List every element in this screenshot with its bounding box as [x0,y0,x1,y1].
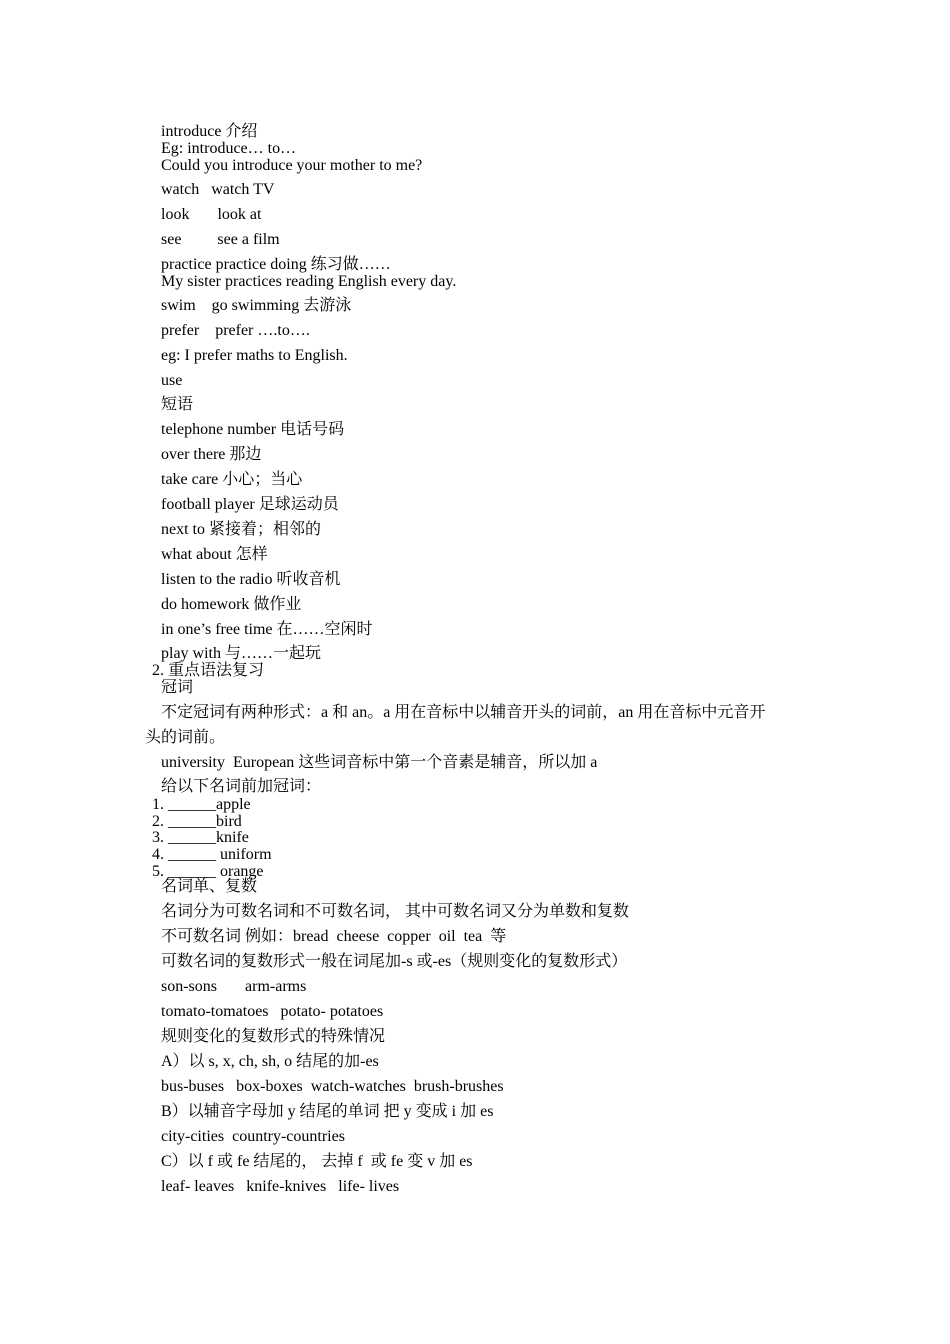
nouns-title: 名词单、复数 [161,878,258,895]
vocab-line: swim go swimming 去游泳 [161,297,352,314]
phrase-line: football player 足球运动员 [161,496,339,513]
phrase-line: do homework 做作业 [161,596,302,613]
phrases-title: 短语 [161,396,194,413]
nouns-line: 规则变化的复数形式的特殊情况 [161,1028,386,1045]
articles-paragraph-cont: 头的词前。 [145,729,226,746]
nouns-line: bus-buses box-boxes watch-watches brush-brushes [161,1078,504,1095]
nouns-line: tomato-tomatoes potato- potatoes [161,1003,384,1020]
phrase-line: over there 那边 [161,446,262,463]
vocab-line: Eg: introduce… to… [161,140,297,157]
phrase-line: what about 怎样 [161,546,268,563]
grammar-heading: 2. 重点语法复习 [152,662,265,679]
nouns-line: B）以辅音字母加 y 结尾的单词 把 y 变成 i 加 es [161,1103,494,1120]
phrase-line: in one’s free time 在……空闲时 [161,621,373,638]
exercise-item: 1. ______apple [152,796,251,813]
phrase-line: listen to the radio 听收音机 [161,571,341,588]
phrase-line: next to 紧接着；相邻的 [161,521,321,538]
articles-title: 冠词 [161,679,194,696]
vocab-line: see see a film [161,231,280,248]
exercise-item: 3. ______knife [152,829,249,846]
vocab-line: introduce 介绍 [161,123,258,140]
vocab-line: My sister practices reading English every day. [161,273,457,290]
nouns-line: leaf- leaves knife-knives life- lives [161,1178,400,1195]
vocab-line: prefer prefer ….to…. [161,322,310,339]
vocab-line: Could you introduce your mother to me? [161,157,423,174]
vocab-line: practice practice doing 练习做…… [161,256,391,273]
nouns-line: city-cities country-countries [161,1128,345,1145]
vocab-line: look look at [161,206,262,223]
vocab-line: eg: I prefer maths to English. [161,347,348,364]
phrase-line: play with 与……一起玩 [161,645,321,662]
nouns-line: C）以 f 或 fe 结尾的， 去掉 f 或 fe 变 v 加 es [161,1153,473,1170]
phrase-line: take care 小心；当心 [161,471,303,488]
articles-paragraph: 不定冠词有两种形式：a 和 an。a 用在音标中以辅音开头的词前，an 用在音标中元音开 [161,704,766,721]
vocab-line: use [161,372,183,389]
nouns-line: 不可数名词 例如：bread cheese copper oil tea 等 [161,928,507,945]
nouns-line: son-sons arm-arms [161,978,307,995]
nouns-line: A）以 s, x, ch, sh, o 结尾的加-es [161,1053,379,1070]
articles-paragraph: university European 这些词音标中第一个音素是辅音，所以加 a [161,754,598,771]
exercise-item: 2. ______bird [152,813,242,830]
exercise-prompt: 给以下名词前加冠词： [161,778,322,795]
nouns-line: 可数名词的复数形式一般在词尾加-s 或-es（规则变化的复数形式） [161,953,628,970]
exercise-item: 4. ______ uniform [152,846,272,863]
nouns-line: 名词分为可数名词和不可数名词， 其中可数名词又分为单数和复数 [161,903,630,920]
phrase-line: telephone number 电话号码 [161,421,345,438]
vocab-line: watch watch TV [161,181,275,198]
exercise-item: 5. ______ orange [152,863,264,880]
